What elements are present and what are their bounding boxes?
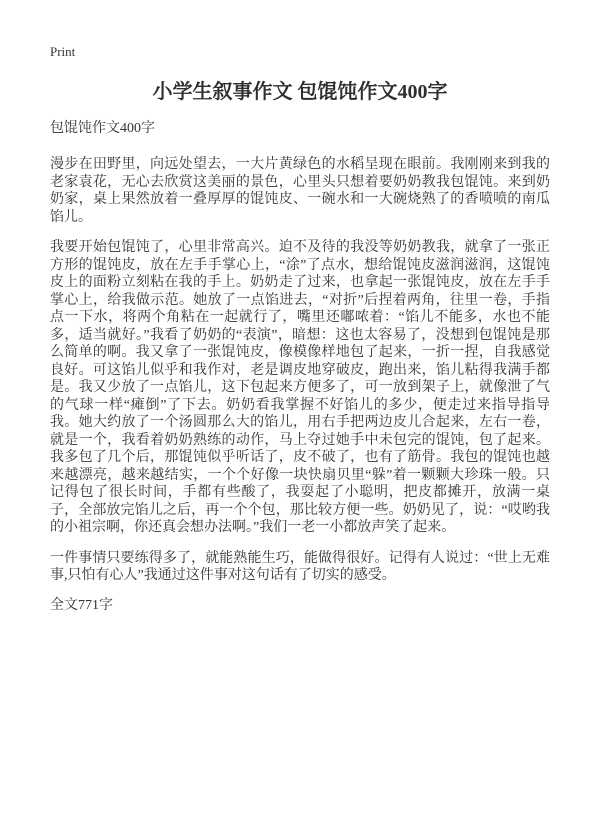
- essay-paragraph-3: 一件事情只要练得多了，就能熟能生巧，能做得很好。记得有人说过：“世上无难事,只怕有心人”我通过这件事对这句话有了切实的感受。: [50, 550, 550, 583]
- word-count: 全文771字: [50, 597, 113, 613]
- print-button[interactable]: Print: [50, 44, 76, 59]
- essay-paragraph-2: 我要开始包馄饨了，心里非常高兴。迫不及待的我没等奶奶教我，就拿了一张正方形的馄饨皮，放在左手手掌心上，“涂”了点水，想给馄饨皮滋润滋润，这馄饨皮上的面粉立刻粘在我的手上。奶奶走了过来，也拿起一张馄饨皮，放在左手手掌心上，给我做示范。她放了一点馅进去，“对折”后捏着两角，往里一卷，手指点一下水，将两个角粘在一起就行了，嘴里还嘟哝着：“馅儿不能多，水也不能多，适当就好。”我看了奶奶的“表演”，暗想：这也太容易了，没想到包馄饨是那么简单的啊。我又拿了一张馄饨皮，像模像样地包了起来，一折一捏，自我感觉良好。可这馅儿似乎和我作对，老是调皮地穿破皮，跑出来，馅儿粘得我满手都是。我又少放了一点馅儿，这下包起来方便多了，可一放到架子上，就像泄了气的气球一样“瘫倒”了下去。奶奶看我掌握不好馅儿的多少，便走过来指导指导我。她大约放了一个汤圆那么大的馅儿，用右手把两边皮儿合起来，左右一卷，就是一个，我看着奶奶熟练的动作，马上夺过她手中未包完的馄饨，包了起来。我多包了几个后，那馄饨似乎听话了，皮不破了，也有了筋骨。我包的馄饨也越来越漂亮，越来越结实，一个个好像一块快扇贝里“躲”着一颗颗大珍珠一般。只记得包了很长时间，手都有些酸了，我耍起了小聪明，把皮都摊开，放满一桌子，全部放完馅儿之后，再一个个包，那比较方便一些。奶奶见了，说：“哎哟我的小祖宗啊，你还真会想办法啊。”我们一老一小都放声笑了起来。: [50, 240, 550, 535]
- page-title: 小学生叙事作文 包馄饨作文400字: [152, 81, 448, 103]
- essay-body: [50, 156, 550, 585]
- essay-paragraph-1: 漫步在田野里，向远处望去，一大片黄绿色的水稻呈现在眼前。我刚刚来到我的老家袁花，无心去欣赏这美丽的景色，心里头只想着要奶奶教我包馄饨。来到奶奶家，桌上果然放着一叠厚厚的馄饨皮、一碗水和一大碗烧熟了的香喷喷的南瓜馅儿。: [50, 157, 550, 225]
- essay-subtitle: 包馄饨作文400字: [50, 121, 155, 136]
